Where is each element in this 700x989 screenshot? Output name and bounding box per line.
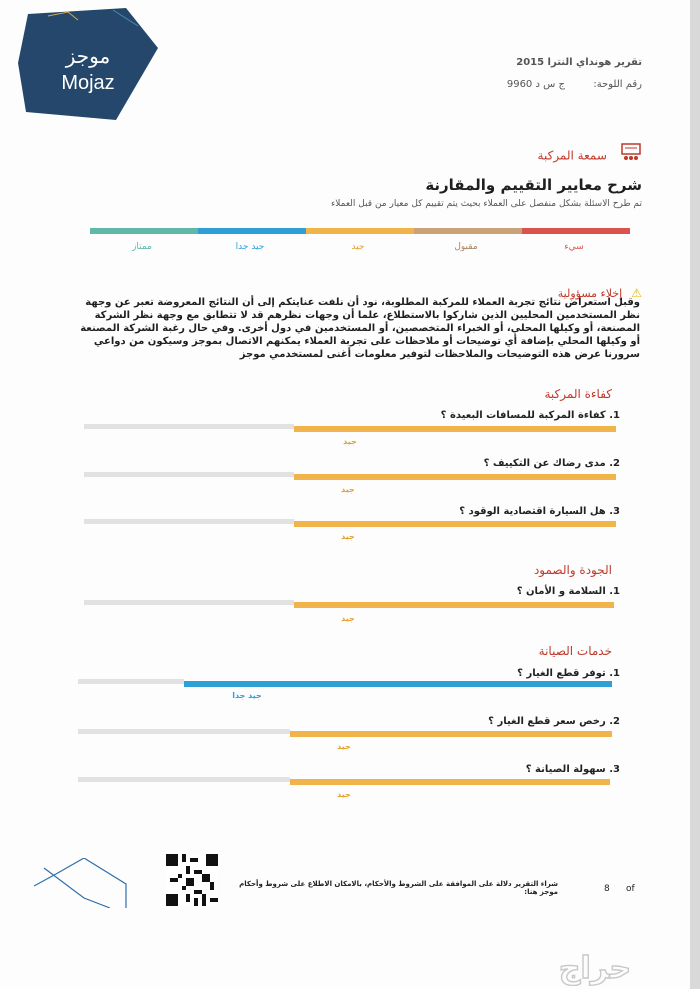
rating-level: جيد [341,485,355,494]
haraj-watermark [500,950,690,986]
rating-level: جيد [341,614,355,623]
plate-value: ج س د 9960 [506,79,565,90]
rating-track [78,679,184,684]
watermark-text: حراج [558,951,632,986]
rating-level: جيد جدا [232,691,262,700]
rating-track [84,424,294,429]
plate-row [507,79,642,90]
rating-level: جيد [343,437,357,446]
category-title-maintenance: خدمات الصيانة [538,644,612,658]
qr-code[interactable] [166,854,218,906]
rating-bar [184,681,612,687]
category-title-quality: الجودة والصمود [533,563,612,577]
rating-bar [294,521,616,527]
disclaimer-title: إخلاء مسؤولية [557,287,623,300]
section-title: سمعة المركبة [537,148,607,163]
rating-bar [290,779,610,785]
rating-bar [294,426,616,432]
question-label: 3. سهولة الصيانة ؟ [525,764,620,775]
rating-level: جيد [341,532,355,541]
scale-label-excellent: ممتاز [132,242,152,252]
rating-bar [294,602,614,608]
scale-acceptable [414,228,522,234]
scale-label-bad: سيء [564,242,584,252]
footer-logo-outline [34,858,130,912]
reputation-icon [620,143,642,167]
question-label: 2. رخص سعر قطع الغيار ؟ [488,716,620,727]
plate-label: رقم اللوحة: [593,79,642,90]
rating-track [84,600,294,605]
question-label: 3. هل السيارة اقتصادية الوقود ؟ [459,506,620,517]
logo-arabic-text: موجز [65,46,111,68]
disclaimer-text: وقبل استعراض نتائج تجربة العملاء للمركبة المطلوبة، نود أن نلفت عنايتكم إلى أن النتائج المعروضة تعبر عن وجهة نظر المستخدمين المحليين الذين شاركوا بالاستطلاع، علما أن وجهات نظرهم قد لا تتطابق مع وجهة نظر الشركة المصنعة، أو وكيلها المحلي، أو الخبراء المتخصصين، أو المستخدمين في دول أخرى. وفي حال رغبة الشركة المصنعة أو وكيلها المحلي بإضافة أي توضيحات أو ملاحظات على تجربة العملاء يمكنهم الاتصال بموجز وسيكون من دواعي سرورنا عرض هذه التوضيحات والملاحظات لتوفير معلومات أغنى لمستخدمي موجز [80,297,640,360]
question-label: 1. توفر قطع الغيار ؟ [517,668,620,679]
question-label: 1. السلامة و الأمان ؟ [516,586,620,597]
scale-label-very-good: جيد جدا [235,242,265,252]
section-title-row [538,143,642,167]
mojaz-logo [18,8,158,124]
question-label: 2. مدى رضاك عن التكييف ؟ [483,458,620,469]
section-subheading: تم طرح الاسئلة بشكل منفصل على العملاء بحيث يتم تقييم كل معيار من قبل العملاء [331,199,642,209]
page-number: 8 [604,884,610,894]
scale-good [306,228,414,234]
footer-terms-text: شراء التقرير دلالة على الموافقة على الشروط والأحكام، بالامكان الاطلاع على شروط وأحكام موجز هنا: [239,880,558,896]
question-label: 1. كفاءة المركبة للمسافات البعيدة ؟ [440,410,620,421]
rating-track [84,519,294,524]
section-heading: شرح معايير التقييم والمقارنة [425,176,642,194]
rating-level: جيد [337,790,351,799]
rating-level: جيد [337,742,351,751]
rating-bar [290,731,612,737]
page-edge [690,0,700,989]
warning-icon: ⚠ [631,286,642,300]
rating-bar [294,474,616,480]
category-title-efficiency: كفاءة المركبة [544,387,612,401]
page-of-label: of [626,884,635,894]
scale-label-acceptable: مقبول [454,242,478,252]
rating-track [78,729,290,734]
report-title: تقرير هونداي النترا 2015 [516,57,642,68]
rating-track [78,777,290,782]
scale-excellent [90,228,198,234]
scale-very-good [198,228,306,234]
scale-label-good: جيد [351,242,365,252]
rating-track [84,472,294,477]
scale-bad [522,228,630,234]
logo-english-text: Mojaz [61,72,115,94]
